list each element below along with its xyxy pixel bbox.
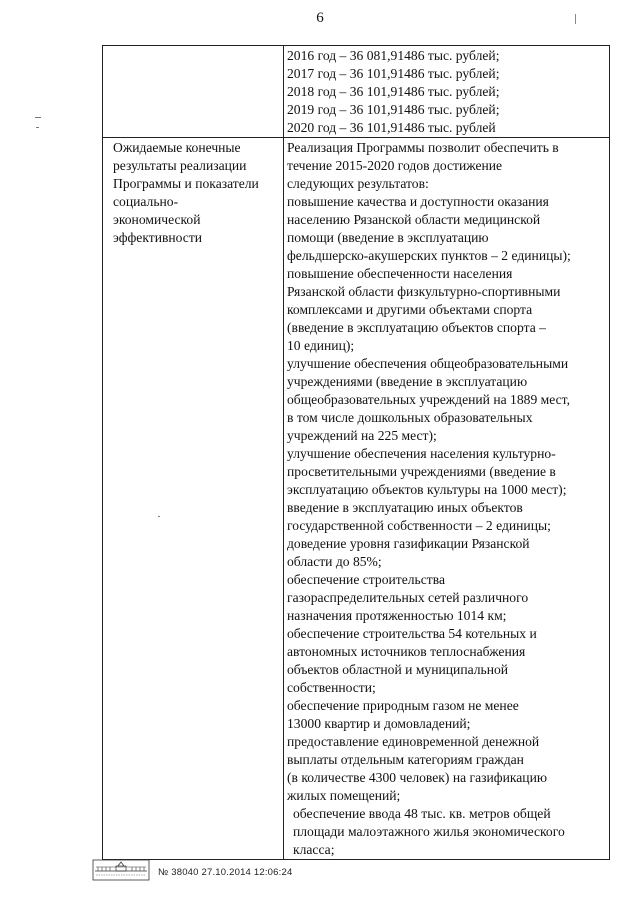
results-line: комплексами и другими объектами спорта bbox=[287, 302, 533, 317]
results-line: просветительными учреждениями (введение в bbox=[287, 464, 556, 479]
results-line: следующих результатов: bbox=[287, 176, 429, 191]
results-line: Рязанской области физкультурно-спортивными bbox=[287, 284, 561, 299]
results-line: повышение качества и доступности оказания bbox=[287, 194, 549, 209]
registration-stamp: № 38040 27.10.2014 12:06:24 bbox=[158, 867, 293, 878]
government-building-seal-icon bbox=[92, 859, 150, 881]
results-line: площади малоэтажного жилья экономического bbox=[293, 824, 565, 839]
funding-label-cell bbox=[103, 46, 284, 138]
results-label-line: Программы и показатели bbox=[113, 176, 259, 191]
scan-edge-mark bbox=[575, 14, 576, 24]
results-line: обеспечение ввода 48 тыс. кв. метров общей bbox=[293, 806, 551, 821]
results-line: эксплуатацию объектов культуры на 1000 мест); bbox=[287, 482, 567, 497]
results-line: государственной собственности – 2 единицы; bbox=[287, 518, 551, 533]
funding-line: 2018 год – 36 101,91486 тыс. рублей; bbox=[287, 84, 500, 99]
program-passport-table bbox=[102, 45, 610, 860]
results-line: помощи (введение в эксплуатацию bbox=[287, 230, 489, 245]
page-number: 6 bbox=[316, 10, 324, 26]
results-line: предоставление единовременной денежной bbox=[287, 734, 540, 749]
results-line: повышение обеспеченности населения bbox=[287, 266, 513, 281]
results-line: улучшение обеспечения населения культурно- bbox=[287, 446, 556, 461]
results-label-cell bbox=[103, 138, 284, 860]
results-line: жилых помещений; bbox=[287, 788, 401, 803]
results-line: доведение уровня газификации Рязанской bbox=[287, 536, 530, 551]
results-cell bbox=[284, 138, 610, 860]
results-line: области до 85%; bbox=[287, 554, 382, 569]
results-line: назначения протяженностью 1014 км; bbox=[287, 608, 507, 623]
funding-line: 2020 год – 36 101,91486 тыс. рублей bbox=[287, 120, 496, 135]
results-line: учреждений на 225 мест); bbox=[287, 428, 437, 443]
results-label-line: результаты реализации bbox=[113, 158, 247, 173]
results-line: обеспечение природным газом не менее bbox=[287, 698, 519, 713]
results-line: собственности; bbox=[287, 680, 376, 695]
results-line: течение 2015-2020 годов достижение bbox=[287, 158, 503, 173]
funding-line: 2016 год – 36 081,91486 тыс. рублей; bbox=[287, 48, 500, 63]
results-line: газораспределительных сетей различного bbox=[287, 590, 529, 605]
results-label-line: социально- bbox=[113, 194, 179, 209]
results-line: фельдшерско-акушерских пунктов – 2 единицы); bbox=[287, 248, 571, 263]
results-line: учреждениями (введение в эксплуатацию bbox=[287, 374, 528, 389]
results-line: введение в эксплуатацию иных объектов bbox=[287, 500, 523, 515]
results-line: выплаты отдельным категориям граждан bbox=[287, 752, 524, 767]
funding-cell bbox=[284, 46, 610, 138]
table-row bbox=[103, 46, 610, 138]
results-line: обеспечение строительства bbox=[287, 572, 445, 587]
results-label-line: эффективности bbox=[113, 230, 203, 245]
funding-line: 2017 год – 36 101,91486 тыс. рублей; bbox=[287, 66, 500, 81]
results-line: общеобразовательных учреждений на 1889 мест, bbox=[287, 392, 570, 407]
results-line: (введение в эксплуатацию объектов спорта – bbox=[287, 320, 546, 335]
results-line: улучшение обеспечения общеобразовательными bbox=[287, 356, 569, 371]
results-label-line: экономической bbox=[113, 212, 201, 227]
results-line: автономных источников теплоснабжения bbox=[287, 644, 526, 659]
results-line: (в количестве 4300 человек) на газификацию bbox=[287, 770, 548, 785]
funding-line: 2019 год – 36 101,91486 тыс. рублей; bbox=[287, 102, 500, 117]
results-line: 13000 квартир и домовладений; bbox=[287, 716, 471, 731]
results-line: 10 единиц); bbox=[287, 338, 355, 353]
scan-dash-mark bbox=[35, 117, 41, 118]
results-line: обеспечение строительства 54 котельных и bbox=[287, 626, 537, 641]
results-label-line: Ожидаемые конечные bbox=[113, 140, 241, 155]
results-line: в том числе дошкольных образовательных bbox=[287, 410, 533, 425]
results-line: Реализация Программы позволит обеспечить в bbox=[287, 140, 559, 155]
results-line: класса; bbox=[293, 842, 335, 857]
results-line: объектов областной и муниципальной bbox=[287, 662, 509, 677]
registration-footer bbox=[92, 859, 292, 881]
table-row bbox=[103, 138, 610, 860]
results-line: населению Рязанской области медицинской bbox=[287, 212, 541, 227]
scan-dash-mark bbox=[36, 127, 39, 128]
